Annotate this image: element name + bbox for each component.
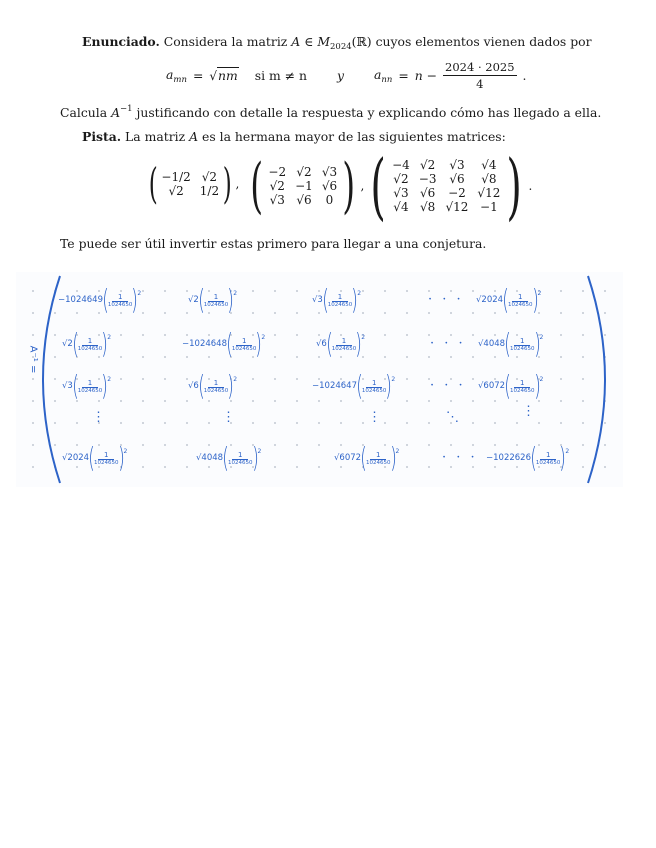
hand-cell: √6 ( 1 1024650 ) 2 <box>188 369 238 402</box>
matrix-cell: −2 <box>448 186 466 200</box>
hand-cell: √4048 ( 1 1024650 ) 2 <box>196 441 262 474</box>
matrix-3x3-grid <box>268 165 337 207</box>
matrix-cell: √2 <box>168 184 184 198</box>
equals-sign-2: = <box>398 68 409 83</box>
matrix-cell: −4 <box>392 158 410 172</box>
amn-symbol: a <box>166 66 174 82</box>
matrix-cell: √12 <box>445 200 469 214</box>
right-paren: ) <box>342 151 356 221</box>
hand-cell: −1024647 ( 1 1024650 ) 2 <box>312 369 396 402</box>
matrix-2x2 <box>145 159 240 208</box>
amn-subscript: mn <box>173 74 187 85</box>
sqrt-nm: √nm <box>209 68 238 83</box>
hint-line <box>82 129 506 144</box>
matrix-cell: √6 <box>321 179 338 193</box>
matrix-cell: √8 <box>420 200 436 214</box>
rhs-prefix: n − <box>414 68 438 83</box>
ann-symbol: a <box>373 66 382 82</box>
hand-cell: √6072 ( 1 1024650 ) 2 <box>478 369 544 402</box>
hdots: · · · <box>430 336 466 351</box>
hand-cell: √2024 ( 1 1024650 ) 2 <box>62 441 128 474</box>
formula-line: $a_{mn}$ = √nm si m ≠ n y $a_{nn}$ = n − $\frac{2024 \cdot 2025}{4}$ . <box>166 60 527 91</box>
hint-text-a: La matriz <box>125 129 186 144</box>
matrix-cell: −1/2 <box>161 170 191 184</box>
matrix-cell: √6 <box>296 193 312 207</box>
vdots: ⋮ <box>368 410 384 425</box>
matrix-cell: √8 <box>481 172 497 186</box>
inverse-symbol: A <box>111 105 121 120</box>
matrix-cell: √4 <box>393 200 409 214</box>
calc-text-a: Calcula <box>60 105 108 120</box>
matrix-4x4 <box>364 144 533 228</box>
matrix-cell: √6 <box>449 172 465 186</box>
space-field: (ℝ) <box>351 34 372 49</box>
matrix-3x3 <box>245 151 365 221</box>
hand-cell: √2 ( 1 1024650 ) 2 <box>188 283 238 316</box>
hand-cell: −1024648 ( 1 1024650 ) 2 <box>182 327 266 360</box>
matrix-cell: −2 <box>268 165 287 179</box>
matrix-separator: , <box>360 179 365 193</box>
inverse-exponent: −1 <box>120 104 133 114</box>
tip-line: Te puede ser útil invertir estas primero para llegar a una conjetura. <box>60 236 487 251</box>
statement-line <box>82 34 592 52</box>
matrix-2x2-grid <box>161 170 219 198</box>
equals-sign: = <box>192 68 204 83</box>
vdots: ⋮ <box>522 404 538 419</box>
space-subscript: 2024 <box>330 42 352 52</box>
statement-text-b: cuyos elementos vienen dados por <box>375 34 592 49</box>
matrix-cell: 0 <box>325 193 334 207</box>
matrix-symbol: A <box>291 34 301 49</box>
matrix-cell: √2 <box>393 172 409 186</box>
and-word: y <box>336 68 344 83</box>
hdots: · · · <box>430 378 466 393</box>
statement-label: Enunciado. <box>82 34 160 49</box>
vdots: ⋮ <box>92 410 108 425</box>
formula-fraction <box>443 60 517 91</box>
ddots: ⋱ <box>446 410 462 425</box>
matrix-end: . <box>528 179 533 193</box>
condition-text: si m ≠ n <box>254 68 307 83</box>
hand-cell: √2 ( 1 1024650 ) 2 <box>62 327 112 360</box>
matrix-cell: √3 <box>393 186 409 200</box>
hand-cell: √3 ( 1 1024650 ) 2 <box>62 369 112 402</box>
matrix-separator: , <box>235 177 240 191</box>
hand-cell: √4048 ( 1 1024650 ) 2 <box>478 327 544 360</box>
hand-cell: √2024 ( 1 1024650 ) 2 <box>476 283 542 316</box>
fraction-denominator: 4 <box>476 77 484 91</box>
statement-text-a: Considera la matriz <box>163 34 288 49</box>
handwritten-answer-image <box>16 272 623 487</box>
fraction-numerator: 2024 · 2025 <box>445 60 515 74</box>
matrix-cell: √2 <box>201 170 218 184</box>
hand-cell: √6072 ( 1 1024650 ) 2 <box>334 441 400 474</box>
matrix-cell: √3 <box>269 193 285 207</box>
matrix-cell: √3 <box>449 158 465 172</box>
right-paren: ) <box>506 144 523 228</box>
left-paren: ( <box>148 159 158 208</box>
hint-symbol: A <box>189 129 199 144</box>
left-paren: ( <box>370 144 386 228</box>
ann-subscript: nn <box>381 74 393 85</box>
matrix-4x4-grid <box>392 158 500 214</box>
space-symbol: M <box>317 34 330 49</box>
matrix-cell: √4 <box>481 158 497 172</box>
matrix-cell: √2 <box>269 179 285 193</box>
vdots: ⋮ <box>222 410 238 425</box>
hand-cell: −1022626 ( 1 1024650 ) 2 <box>486 441 570 474</box>
matrix-cell: −1 <box>480 200 498 214</box>
matrix-cell: √2 <box>420 158 436 172</box>
hint-label: Pista. <box>82 129 122 144</box>
matrix-cell: √3 <box>321 165 338 179</box>
matrix-cell: 1/2 <box>199 184 220 198</box>
left-paren: ( <box>250 151 264 221</box>
inverse-label: A⁻¹ = <box>27 345 39 374</box>
hand-cell: √6 ( 1 1024650 ) 2 <box>316 327 366 360</box>
hdots: · · · <box>442 450 478 465</box>
right-paren: ) <box>222 159 232 208</box>
matrix-cell: −3 <box>418 172 437 186</box>
calc-line <box>60 104 601 120</box>
calc-text-b: justificando con detalle la respuesta y explicando cómo has llegado a ella. <box>136 105 602 120</box>
in-symbol: ∈ <box>304 34 314 49</box>
matrix-cell: −1 <box>295 179 313 193</box>
hdots: · · · <box>428 292 464 307</box>
matrix-cell: √2 <box>296 165 312 179</box>
hint-text-b: es la hermana mayor de las siguientes matrices: <box>201 129 506 144</box>
matrix-cell: √6 <box>420 186 436 200</box>
hand-cell: −1024649 ( 1 1024650 ) 2 <box>58 283 142 316</box>
hand-cell: √3 ( 1 1024650 ) 2 <box>312 283 362 316</box>
matrix-cell: √12 <box>477 186 501 200</box>
